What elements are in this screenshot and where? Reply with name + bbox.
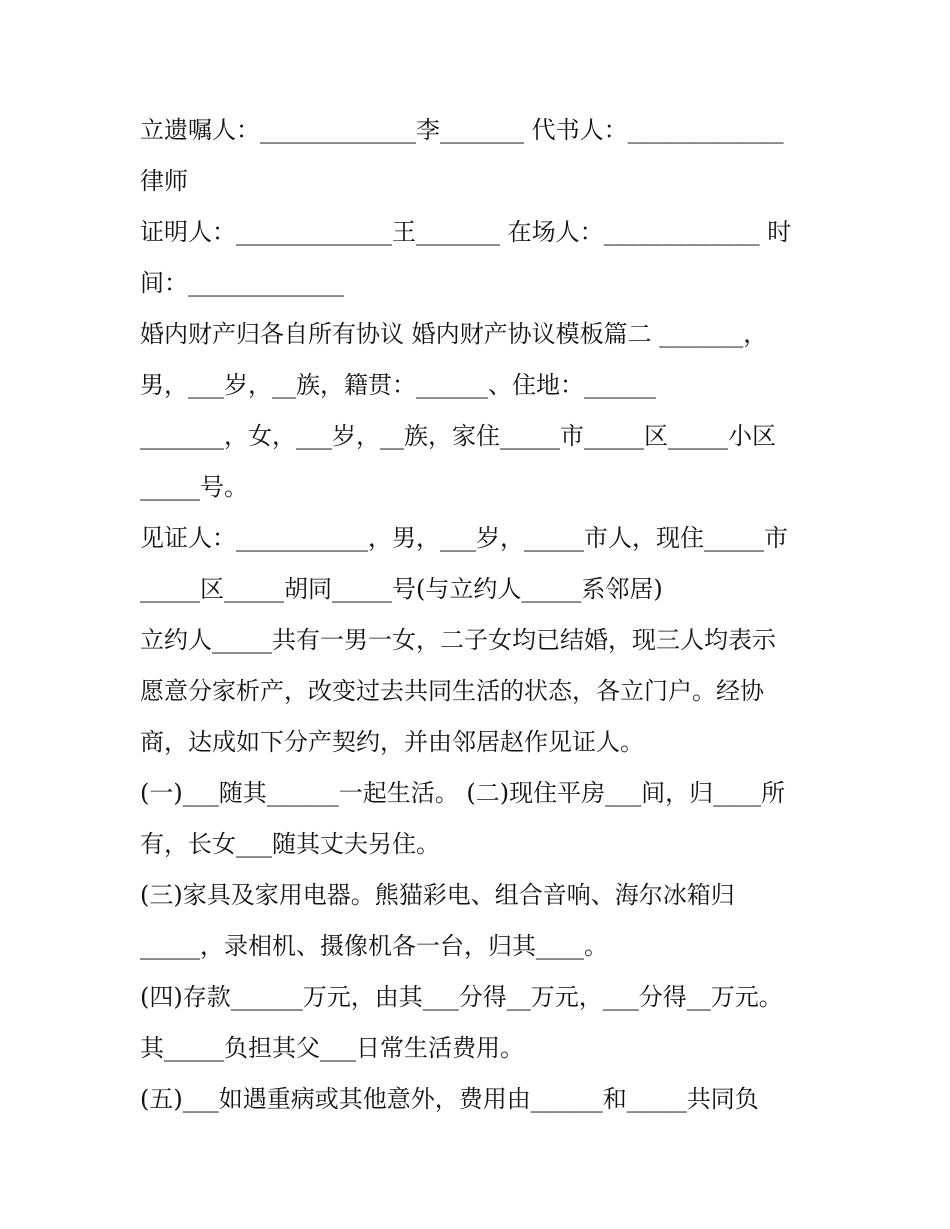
text-line: 见证人：___________，男，___岁，_____市人，现住_____市 (140, 524, 788, 552)
text-line: (一)___随其______一起生活。 (二)现住平房___间，归____所 (140, 779, 786, 807)
text-line: 愿意分家析产，改变过去共同生活的状态，各立门户。经协 (140, 677, 764, 705)
text-line: 有，长女___随其丈夫另住。 (140, 830, 440, 858)
text-line: 商，达成如下分产契约，并由邻居赵作见证人。 (140, 728, 644, 756)
text-line: _____号。 (140, 473, 248, 501)
text-line: (四)存款______万元，由其___分得__万元，___分得__万元。 (140, 983, 783, 1011)
text-line: 立约人_____共有一男一女，二子女均已结婚，现三人均表示 (140, 626, 776, 654)
text-line: (五)___如遇重病或其他意外，费用由______和_____共同负 (140, 1085, 759, 1113)
text-line: _____，录相机、摄像机各一台，归其____。 (140, 932, 608, 960)
text-line: 其_____负担其父___日常生活费用。 (140, 1034, 524, 1062)
text-line: _______，女，___岁，__族，家住_____市_____区_____小区 (140, 422, 776, 450)
text-line: 男，___岁，__族，籍贯：______、住地：______ (140, 371, 656, 399)
text-line: (三)家具及家用电器。熊猫彩电、组合音响、海尔冰箱归 (140, 881, 735, 909)
text-line: 证明人：_____________王_______ 在场人：_____________ 时 (140, 218, 792, 246)
text-line: 婚内财产归各自所有协议 婚内财产协议模板篇二 _______， (140, 320, 768, 348)
text-line: 律师 (140, 167, 188, 195)
text-line: 立遗嘱人：_____________李_______ 代书人：_____________ (140, 116, 784, 144)
text-line: _____区_____胡同_____号(与立约人_____系邻居) (140, 575, 663, 603)
text-line: 间：_____________ (140, 269, 344, 297)
